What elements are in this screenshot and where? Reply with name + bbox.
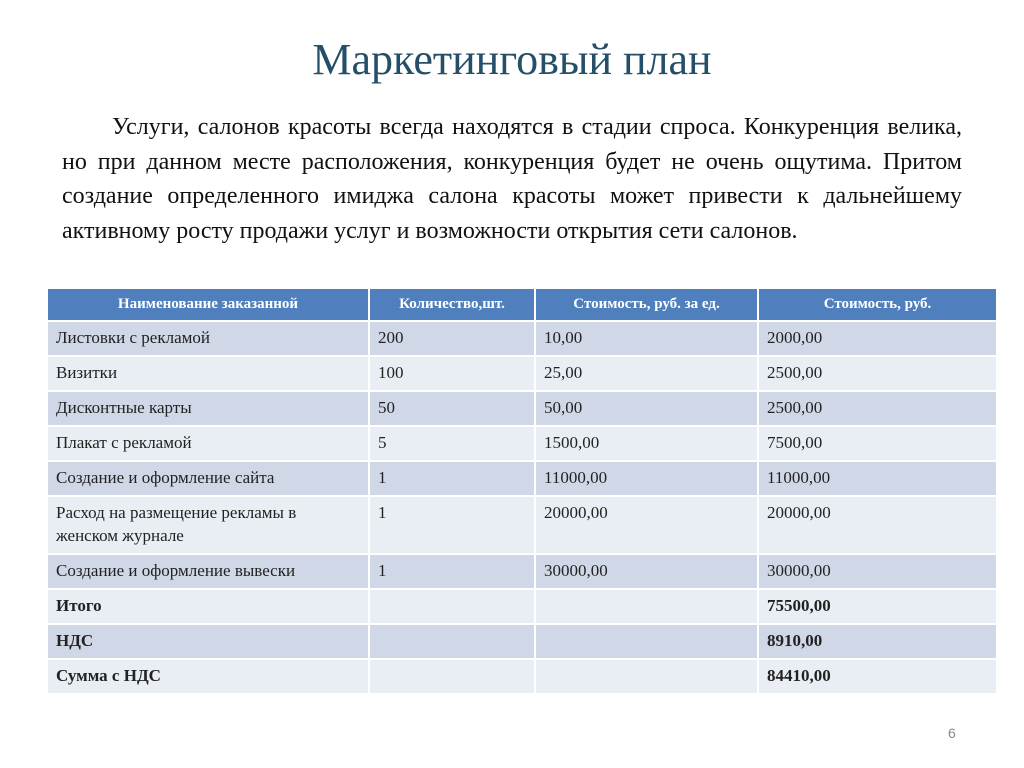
cell-qty: 50 bbox=[369, 391, 535, 426]
cell-name: Листовки с рекламой bbox=[47, 321, 369, 356]
grand-total-value: 84410,00 bbox=[758, 659, 997, 694]
cell-qty: 1 bbox=[369, 554, 535, 589]
vat-value: 8910,00 bbox=[758, 624, 997, 659]
table-row bbox=[47, 321, 997, 356]
cell-unit: 25,00 bbox=[535, 356, 758, 391]
cell-total: 2000,00 bbox=[758, 321, 997, 356]
cell-name: Создание и оформление сайта bbox=[47, 461, 369, 496]
cell-qty: 5 bbox=[369, 426, 535, 461]
cell-total: 2500,00 bbox=[758, 356, 997, 391]
table-row bbox=[47, 554, 997, 589]
table-row bbox=[47, 391, 997, 426]
header-unit-cost: Стоимость, руб. за ед. bbox=[535, 288, 758, 321]
total-row bbox=[47, 589, 997, 624]
cell-total: 2500,00 bbox=[758, 391, 997, 426]
cell-unit: 1500,00 bbox=[535, 426, 758, 461]
grand-total-row bbox=[47, 659, 997, 694]
cell-unit: 20000,00 bbox=[535, 496, 758, 554]
cell-name: Дисконтные карты bbox=[47, 391, 369, 426]
empty-cell bbox=[535, 589, 758, 624]
slide-title: Маркетинговый план bbox=[312, 35, 712, 84]
empty-cell bbox=[369, 589, 535, 624]
table-row bbox=[47, 461, 997, 496]
vat-label: НДС bbox=[47, 624, 369, 659]
table-row bbox=[47, 356, 997, 391]
page-number: 6 bbox=[948, 725, 956, 741]
cell-total: 7500,00 bbox=[758, 426, 997, 461]
cell-unit: 30000,00 bbox=[535, 554, 758, 589]
cell-total: 11000,00 bbox=[758, 461, 997, 496]
cell-qty: 100 bbox=[369, 356, 535, 391]
cell-unit: 11000,00 bbox=[535, 461, 758, 496]
header-quantity: Количество,шт. bbox=[369, 288, 535, 321]
grand-total-label: Сумма с НДС bbox=[47, 659, 369, 694]
cell-total: 20000,00 bbox=[758, 496, 997, 554]
cell-unit: 10,00 bbox=[535, 321, 758, 356]
vat-row bbox=[47, 624, 997, 659]
empty-cell bbox=[369, 624, 535, 659]
cell-qty: 1 bbox=[369, 461, 535, 496]
empty-cell bbox=[535, 659, 758, 694]
intro-paragraph: Услуги, салонов красоты всегда находятся в стадии спроса. Конкуренция велика, но при данном месте расположения, конкуренция будет не очень ощутима. Притом создание определенного имиджа салона красоты может привести к дальнейшему активному росту продажи услуг и возможности открытия сети салонов. bbox=[62, 114, 962, 244]
cell-qty: 200 bbox=[369, 321, 535, 356]
empty-cell bbox=[369, 659, 535, 694]
cell-qty: 1 bbox=[369, 496, 535, 554]
cost-table bbox=[46, 287, 998, 695]
cell-total: 30000,00 bbox=[758, 554, 997, 589]
cell-unit: 50,00 bbox=[535, 391, 758, 426]
header-name: Наименование заказанной bbox=[47, 288, 369, 321]
cell-name: Визитки bbox=[47, 356, 369, 391]
total-value: 75500,00 bbox=[758, 589, 997, 624]
table-row bbox=[47, 426, 997, 461]
table-row bbox=[47, 496, 997, 554]
header-total-cost: Стоимость, руб. bbox=[758, 288, 997, 321]
cell-name: Расход на размещение рекламы в женском журнале bbox=[47, 496, 369, 554]
empty-cell bbox=[535, 624, 758, 659]
total-label: Итого bbox=[47, 589, 369, 624]
table-header-row bbox=[47, 288, 997, 321]
cell-name: Плакат с рекламой bbox=[47, 426, 369, 461]
cell-name: Создание и оформление вывески bbox=[47, 554, 369, 589]
